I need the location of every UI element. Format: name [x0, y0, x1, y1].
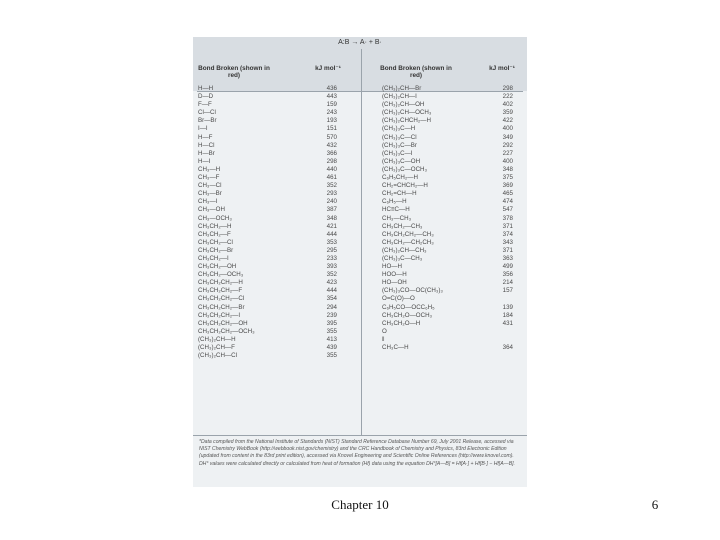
bond-energy-value [491, 328, 513, 336]
bond-energy-value: 352 [326, 271, 337, 279]
bond-row-label: CH₃CH₂CH₂—OCH₃ [198, 327, 255, 335]
bond-row-label: Br—Br [198, 117, 217, 125]
bond-row-label: H—Br [198, 149, 215, 157]
bond-energy-value: 240 [326, 198, 337, 206]
bond-row-label: CH₃—Br [198, 190, 222, 198]
bond-energy-table [193, 37, 527, 487]
bond-row-label: (CH₃)₃C—H [382, 125, 416, 133]
bond-row-label: (CH₃)₃C—Cl [382, 133, 417, 141]
bond-row-label: F—F [198, 101, 212, 109]
bond-energy-value: 151 [326, 125, 337, 133]
bond-row-label: CH₃—CH₃ [382, 214, 412, 222]
bond-row-label: (CH₃)₂CH—H [198, 335, 236, 343]
bond-row-label: (CH₃)₃C—OCH₃ [382, 165, 428, 173]
bond-energy-value: 363 [502, 254, 513, 262]
chapter-label: Chapter 10 [331, 497, 389, 512]
bond-energy-value: 400 [502, 157, 513, 165]
bond-energy-value: 293 [326, 190, 337, 198]
bond-row-label: O=C(O)—O [382, 295, 415, 303]
bond-energy-value: 343 [502, 238, 513, 246]
bond-row-label: CH₃CH₂CH₂—Br [198, 303, 245, 311]
column-divider [361, 49, 362, 435]
bond-row-label: CH₃CH₂—H [198, 222, 232, 230]
bond-energy-value: 364 [502, 344, 513, 351]
bond-row-label: O [382, 327, 387, 335]
bond-row-label: CH₂=CHCH₂—H [382, 182, 428, 190]
bond-row-label: H—F [198, 133, 213, 141]
right-bond-column [382, 85, 487, 352]
bond-energy-value: 393 [326, 263, 337, 271]
bond-row-label: (CH₃)₂CH—OCH₃ [382, 109, 432, 117]
bond-energy-value: 349 [502, 133, 513, 141]
left-bond-header: Bond Broken (shown in red) [198, 65, 270, 80]
bond-energy-value: 184 [502, 311, 513, 319]
bond-energy-value: 378 [502, 214, 513, 222]
bond-energy-value: 353 [326, 238, 337, 246]
bond-row-label: H—H [198, 85, 214, 92]
bond-row-label: HOO—H [382, 271, 407, 279]
bond-row-label: (CH₃)₂CH—F [198, 344, 235, 351]
bond-energy-value: 298 [326, 157, 337, 165]
bond-row-label: (CH₃)₃C—I [382, 149, 413, 157]
bond-row-label: H—Cl [198, 141, 215, 149]
bond-row-label: CH₃CH₂O—OCH₃ [382, 311, 433, 319]
bond-energy-value: 443 [326, 93, 337, 101]
bond-row-label: CH₃—OCH₃ [198, 214, 232, 222]
bond-energy-value: 422 [502, 117, 513, 125]
bond-energy-value: 432 [326, 141, 337, 149]
bond-energy-value: 294 [326, 303, 337, 311]
bond-energy-value: 354 [326, 295, 337, 303]
bond-row-label: CH₃CH₂—F [198, 230, 231, 238]
bond-row-label: C₆H₅CH₂—H [382, 174, 418, 182]
bond-row-label: CH₃CH₂CH₂—OH [198, 319, 248, 327]
bond-row-label: CH₃C—H [382, 344, 409, 351]
bond-energy-value: 222 [502, 93, 513, 101]
bond-row-label: CH₃CH₂—Br [198, 246, 234, 254]
bond-energy-value: 233 [326, 254, 337, 262]
bond-energy-value [491, 295, 513, 303]
bond-energy-value [491, 336, 513, 344]
bond-row-label: CH₃CH₂O—H [382, 319, 421, 327]
bond-row-label: CH₃—H [198, 165, 221, 173]
bond-row-label: (CH₃)₃CO—OC(CH₃)₃ [382, 287, 443, 295]
bond-energy-value: 371 [502, 246, 513, 254]
bond-energy-value: 292 [502, 141, 513, 149]
bond-row-label: CH₃CH₂—OCH₃ [198, 271, 244, 279]
bond-row-label: HO—OH [382, 279, 407, 287]
bond-row-label: (CH₃)₂CHCH₂—H [382, 117, 431, 125]
bond-energy-value: 413 [326, 335, 337, 343]
bond-energy-value: 227 [502, 149, 513, 157]
bond-row-label: HC≡C—H [382, 206, 410, 214]
left-energy-column [315, 85, 337, 360]
bond-row-label: CH₃—F [198, 174, 220, 182]
bond-energy-value: 359 [502, 109, 513, 117]
bond-energy-value: 423 [326, 279, 337, 287]
bond-energy-value: 395 [326, 319, 337, 327]
bond-row-label: (CH₃)₃C—Br [382, 141, 417, 149]
bond-energy-value: 352 [326, 182, 337, 190]
bond-row-label: (CH₃)₂CH—I [382, 93, 417, 101]
bond-energy-value: 461 [326, 174, 337, 182]
bond-energy-value: 356 [502, 271, 513, 279]
bond-energy-value: 431 [502, 319, 513, 327]
bond-energy-value: 139 [502, 303, 513, 311]
bond-energy-value: 355 [326, 327, 337, 335]
bond-row-label: ‖ [382, 335, 385, 343]
bond-energy-value: 371 [502, 222, 513, 230]
footnote-rule [193, 435, 527, 436]
right-energy-header: kJ mol⁻¹ [489, 65, 515, 72]
bond-energy-value: 402 [502, 101, 513, 109]
bond-energy-value: 570 [326, 133, 337, 141]
bond-row-label: H—I [198, 157, 211, 165]
bond-energy-value: 375 [502, 174, 513, 182]
bond-row-label: (CH₃)₂CH—Cl [198, 352, 237, 360]
bond-energy-value: 159 [326, 101, 337, 109]
bond-row-label: CH₃CH₂CH₂—I [198, 311, 241, 319]
bond-row-label: C₆H₅CO—OCC₆H₅ [382, 303, 435, 311]
right-energy-column [491, 85, 513, 352]
bond-row-label: CH₂=CH—H [382, 190, 417, 198]
bond-energy-value: 444 [326, 287, 337, 295]
bond-energy-value: 465 [502, 190, 513, 198]
bond-energy-value: 369 [502, 182, 513, 190]
bond-row-label: (CH₃)₂CH—OH [382, 101, 425, 109]
bond-row-label: D—D [198, 93, 214, 101]
left-bond-column [198, 85, 316, 360]
bond-energy-value: 387 [326, 206, 337, 214]
bond-energy-value: 547 [502, 206, 513, 214]
bond-energy-value: 366 [326, 149, 337, 157]
bond-row-label: (CH₃)₂CH—CH₃ [382, 246, 427, 254]
bond-row-label: CH₃CH₂—OH [198, 263, 237, 271]
bond-energy-value: 298 [502, 85, 513, 92]
bond-row-label: C₆H₅—H [382, 198, 407, 206]
table-footnote: *Data compiled from the National Institute of Standards (NIST) Standard Reference Database Number 69, July 2001 Release, accessed via NIST Chemistry WebBook (http://webbook.nist.gov/chemistry) and the CRC Handbook of Chemistry and Physics, 83rd Electronic Edition (updated from content in the 83rd print edition), accessed via Knovel Engineering and Scientific Online References (http://www.knovel.com). DH° values were calculated directly or calculated from heat of formation (Hf) data using the equation DH°[A—B] = Hf[A·] + Hf[B·] − Hf[A—B]. [199, 439, 515, 467]
bond-row-label: (CH₃)₃C—CH₃ [382, 254, 423, 262]
bond-energy-value: 243 [326, 109, 337, 117]
bond-energy-value: 400 [502, 125, 513, 133]
bond-energy-value: 499 [502, 263, 513, 271]
bond-row-label: CH₃—I [198, 198, 218, 206]
bond-row-label: CH₃CH₂CH₂—F [198, 287, 243, 295]
bond-energy-value: 295 [326, 246, 337, 254]
bond-energy-value: 214 [502, 279, 513, 287]
left-energy-header: kJ mol⁻¹ [315, 65, 341, 72]
bond-energy-value: 474 [502, 198, 513, 206]
bond-row-label: (CH₃)₃C—OH [382, 157, 421, 165]
bond-row-label: CH₃CH₂—Cl [198, 238, 233, 246]
bond-row-label: Cl—Cl [198, 109, 216, 117]
bond-row-label: CH₃CH₂CH₂—CH₃ [382, 230, 434, 238]
bond-energy-value: 421 [326, 222, 337, 230]
page-number: 6 [651, 497, 659, 512]
bond-row-label: CH₃—Cl [198, 182, 222, 190]
bond-energy-value: 444 [326, 230, 337, 238]
bond-energy-value: 436 [326, 85, 337, 92]
bond-energy-value: 440 [326, 165, 337, 173]
bond-row-label: CH₃CH₂CH₂—Cl [198, 295, 245, 303]
bond-energy-value: 439 [326, 344, 337, 351]
bond-row-label: I—I [198, 125, 208, 133]
bond-energy-value: 374 [502, 230, 513, 238]
bond-row-label: HO—H [382, 263, 402, 271]
bond-row-label: CH₃CH₂CH₂—H [198, 279, 243, 287]
bond-row-label: (CH₃)₂CH—Br [382, 85, 422, 92]
reaction-equation: A:B → A· + B· [193, 37, 527, 49]
bond-energy-value: 193 [326, 117, 337, 125]
bond-energy-value: 348 [502, 165, 513, 173]
bond-energy-value: 348 [326, 214, 337, 222]
right-bond-header: Bond Broken (shown in red) [380, 65, 452, 80]
bond-energy-value: 355 [326, 352, 337, 360]
bond-energy-value: 157 [502, 287, 513, 295]
bond-row-label: CH₃—OH [198, 206, 225, 214]
bond-energy-value: 239 [326, 311, 337, 319]
bond-row-label: CH₃CH₂—CH₃ [382, 222, 423, 230]
bond-row-label: CH₃CH₂—I [198, 254, 229, 262]
bond-row-label: CH₃CH₂—CH₂CH₃ [382, 238, 434, 246]
